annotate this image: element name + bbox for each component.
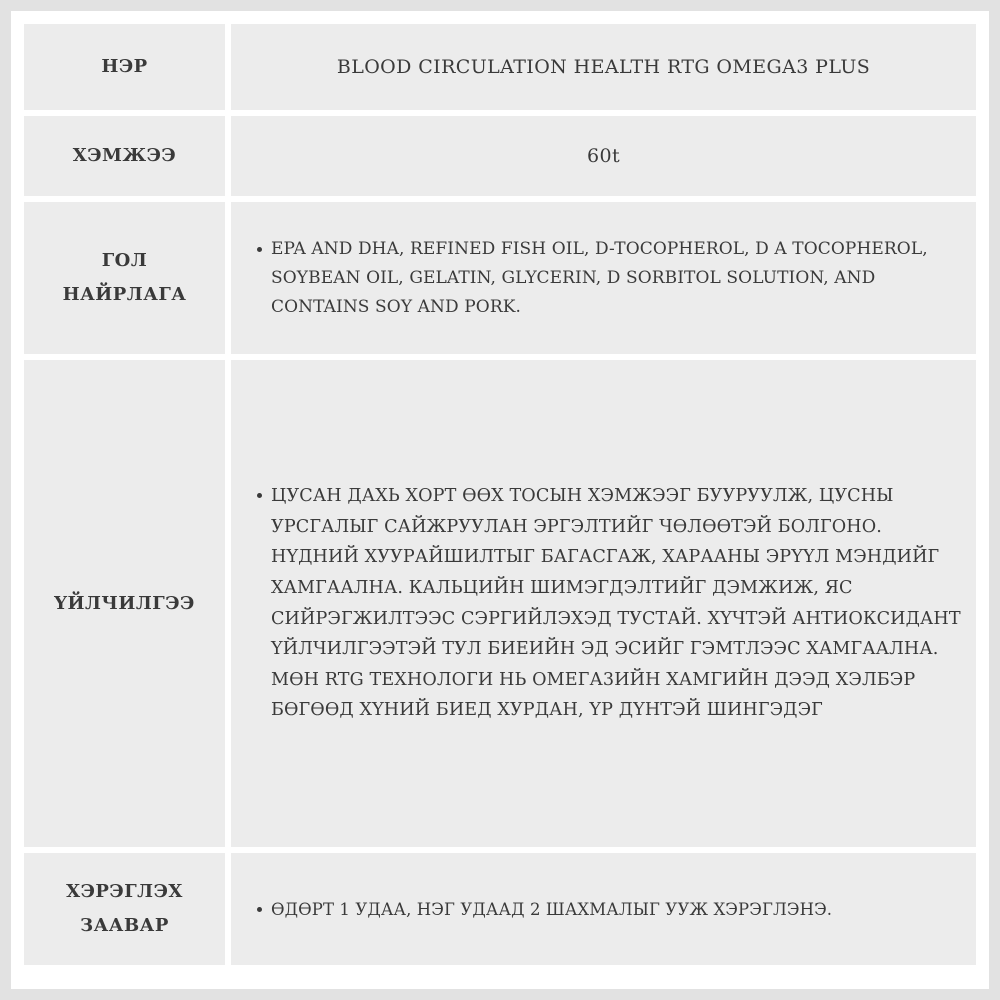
name-label-cell <box>24 24 225 110</box>
effects-label: ҮЙЛЧИЛГЭЭ <box>54 592 195 614</box>
usage-label: ХЭРЭГЛЭХ ЗААВАР <box>66 881 183 936</box>
list-item <box>257 235 970 322</box>
usage-text: ӨДӨРТ 1 УДАА, НЭГ УДААД 2 ШАХМАЛЫГ УУЖ ХЭРЭГЛЭНЭ. <box>271 899 833 919</box>
usage-list <box>231 895 838 924</box>
effects-text: ЦУСАН ДАХЬ ХОРТ ӨӨХ ТОСЫН ХЭМЖЭЭГ БУУРУУЛЖ, ЦУСНЫ УРСГАЛЫГ САЙЖРУУЛАН ЭРГЭЛТИЙГ ЧӨЛӨӨТЭЙ БОЛГОНО. НҮДНИЙ ХУУРАЙШИЛТЫГ БАГАСГАЖ, ХАРААНЫ ЭРҮҮЛ МЭНДИЙГ ХАМГААЛНА. КАЛЬЦИЙН ШИМЭГДЭЛТИЙГ ДЭМЖИЖ, ЯС СИЙРЭГЖИЛТЭЭС СЭРГИЙЛЭХЭД ТУСТАЙ. ХҮЧТЭЙ АНТИОКСИДАНТ ҮЙЛЧИЛГЭЭТЭЙ ТУЛ БИЕИЙН ЭД ЭСИЙГ ГЭМТЛЭЭС ХАМГААЛНА. МӨН RTG ТЕХНОЛОГИ НЬ ОМЕГА3ИЙН ХАМГИЙН ДЭЭД ХЭЛБЭР БӨГӨӨД ХҮНИЙ БИЕД ХУРДАН, ҮР ДҮНТЭЙ ШИНГЭДЭГ <box>271 486 961 721</box>
product-name: BLOOD CIRCULATION HEALTH RTG OMEGA3 PLUS <box>336 56 871 78</box>
bullet-dot-icon <box>257 247 262 252</box>
bullet-dot-icon <box>257 493 262 498</box>
name-value-cell <box>231 24 976 110</box>
list-item <box>257 481 970 726</box>
ingredients-list <box>231 235 976 322</box>
bullet-dot-icon <box>257 907 262 912</box>
ingredients-value-cell <box>231 202 976 354</box>
ingredients-label: ГОЛ НАЙРЛАГА <box>62 250 187 305</box>
ingredients-label-cell <box>24 202 225 354</box>
effects-list <box>231 481 976 726</box>
effects-label-cell <box>24 360 225 847</box>
size-value-cell <box>231 116 976 196</box>
product-spec-table <box>24 24 976 965</box>
ingredients-text: EPA AND DHA, REFINED FISH OIL, D-TOCOPHEROL, D Α TOCOPHEROL, SOYBEAN OIL, GELATIN, GLYCERIN, D SORBITOL SOLUTION, AND CONTAINS SOY AND PORK. <box>271 238 928 317</box>
size-label-cell <box>24 116 225 196</box>
size-label: ХЭМЖЭЭ <box>72 145 177 166</box>
usage-value-cell <box>231 853 976 965</box>
product-size: 60t <box>586 145 620 167</box>
effects-value-cell <box>231 360 976 847</box>
usage-label-cell <box>24 853 225 965</box>
list-item <box>257 895 832 924</box>
name-label: НЭР <box>101 56 148 77</box>
